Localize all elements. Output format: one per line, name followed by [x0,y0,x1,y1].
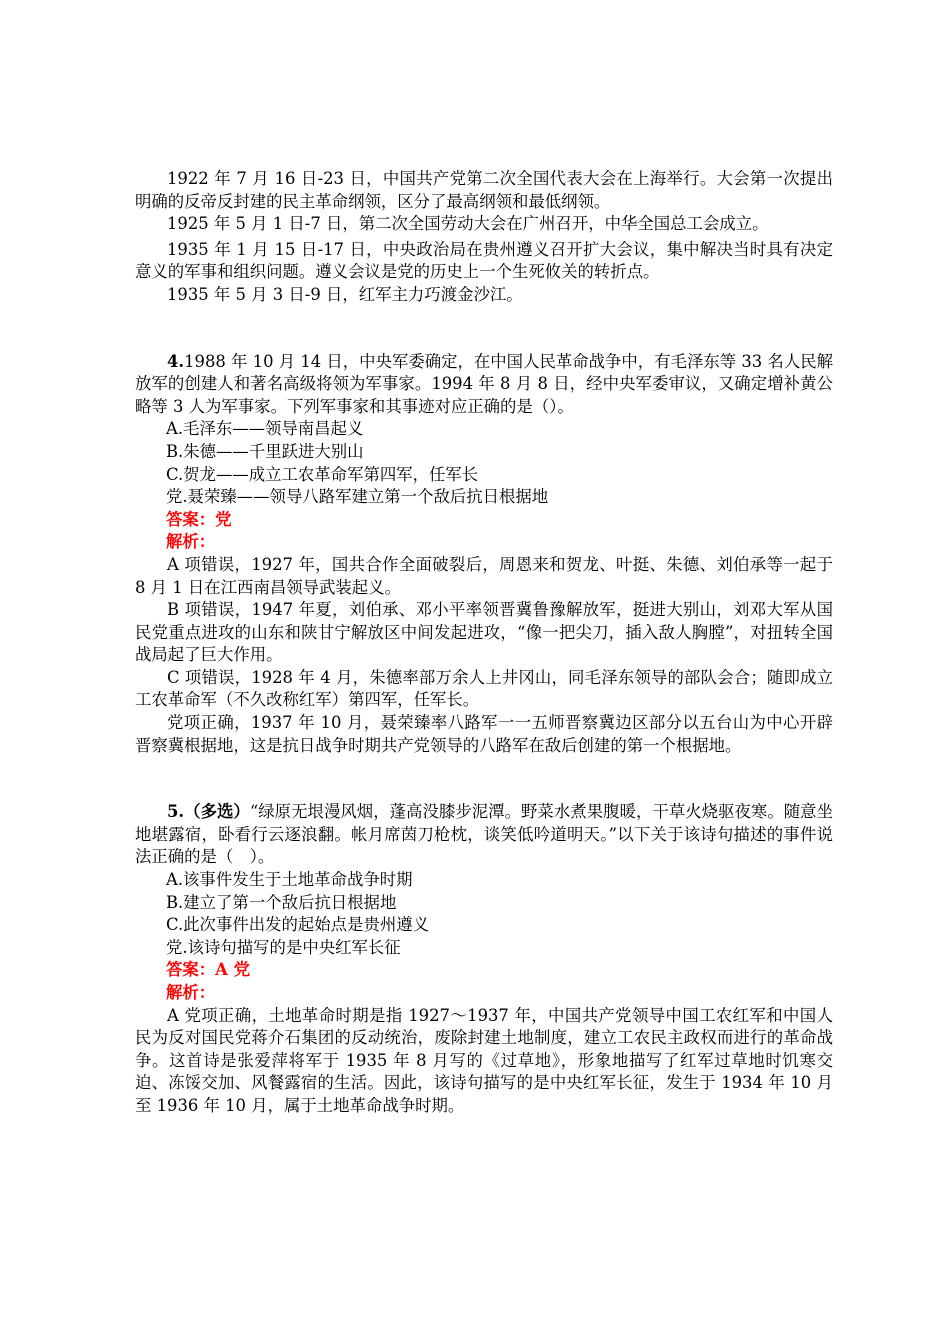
document-body [135,168,833,1118]
analysis-label: 解析： [166,983,216,1002]
option-b: B.朱德——千里跃进大别山 [166,441,364,461]
intro-paragraph: 1922 年 7 月 16 日-23 日，中国共产党第二次全国代表大会在上海举行。大会第一次提出明确的反帝反封建的民主革命纲领，区分了最高纲领和最低纲领。 [135,169,833,211]
question-stem [135,801,833,869]
option-d: 党.聂荣臻——领导八路军建立第一个敌后抗日根据地 [166,487,549,507]
question-text: “绿原无垠漫风烟，蓬高没膝步泥潭。野菜水煮果腹暖，干草火烧驱夜寒。随意坐地堪露宿，卧看行云逐浪翻。帐月席茵刀枪枕，谈笑低吟道明天。”以下关于该诗句描述的事件说法正确的是（ ）。 [135,802,833,867]
question-text: 1988 年 10 月 14 日，中央军委确定，在中国人民革命战争中，有毛泽东等 33 名人民解放军的创建人和著名高级将领为军事家。1994 年 8 月 8 日，经中央军委审议，又确定增补黄公略等 3 人为军事家。下列军事家和其事迹对应正确的是（）。 [135,351,833,416]
intro-paragraph: 1935 年 1 月 15 日-17 日，中央政治局在贵州遵义召开扩大会议，集中解决当时具有决定意义的军事和组织问题。遵义会议是党的历史上一个生死攸关的转折点。 [135,239,833,282]
analysis-paragraph: 党项正确，1937 年 10 月，聂荣臻率八路军一一五师晋察冀边区部分以五台山为中心开辟晋察冀根据地，这是抗日战争时期共产党领导的八路军在敌后创建的第一个根据地。 [135,713,833,755]
intro-section [135,168,833,307]
question-5 [135,801,833,1117]
option-c: C.此次事件出发的起始点是贵州遵义 [166,915,430,935]
option-a: A.该事件发生于土地革命战争时期 [166,870,413,890]
question-4 [135,351,833,758]
answer-label: 答案：A 党 [166,960,250,980]
question-number: 5.（多选） [167,802,250,822]
analysis-paragraph: B 项错误，1947 年夏，刘伯承、邓小平率领晋冀鲁豫解放军，挺进大别山，刘邓大军从国民党重点进攻的山东和陕甘宁解放区中间发起进攻，“像一把尖刀，插入敌人胸膛”，对扭转全国战局起了巨大作用。 [135,600,833,665]
analysis-label: 解析： [166,532,216,552]
intro-paragraph: 1925 年 5 月 1 日-7 日，第二次全国劳动大会在广州召开，中华全国总工会成立。 [167,214,769,234]
question-number: 4. [167,351,185,371]
intro-paragraph: 1935 年 5 月 3 日-9 日，红军主力巧渡金沙江。 [167,284,523,304]
analysis-paragraph: A 党项正确，土地革命时期是指 1927～1937 年，中国共产党领导中国工农红军和中国人民为反对国民党蒋介石集团的反动统治，废除封建土地制度，建立工农民主政权而进行的革命战争。这首诗是张爱萍将军于 1935 年 8 月写的《过草地》，形象地描写了红军过草地时饥寒交迫、冻馁交加、风餐露宿的生活。因此，该诗句描写的是中央红军长征，发生于 1934 年 10 月至 1936 年 10 月，属于土地革命战争时期。 [135,1005,833,1115]
option-b: B.建立了第一个敌后抗日根据地 [166,892,397,912]
question-stem [135,351,833,419]
option-c: C.贺龙——成立工农革命军第四军，任军长 [166,464,479,484]
option-d: 党.该诗句描写的是中央红军长征 [166,937,401,957]
option-a: A.毛泽东——领导南昌起义 [166,419,364,439]
answer-label: 答案：党 [166,509,232,529]
analysis-paragraph: C 项错误，1928 年 4 月，朱德率部万余人上井冈山，同毛泽东领导的部队会合；随即成立工农革命军（不久改称红军）第四军，任军长。 [135,667,833,710]
analysis-paragraph: A 项错误，1927 年，国共合作全面破裂后，周恩来和贺龙、叶挺、朱德、刘伯承等一起于 8 月 1 日在江西南昌领导武装起义。 [135,554,833,597]
